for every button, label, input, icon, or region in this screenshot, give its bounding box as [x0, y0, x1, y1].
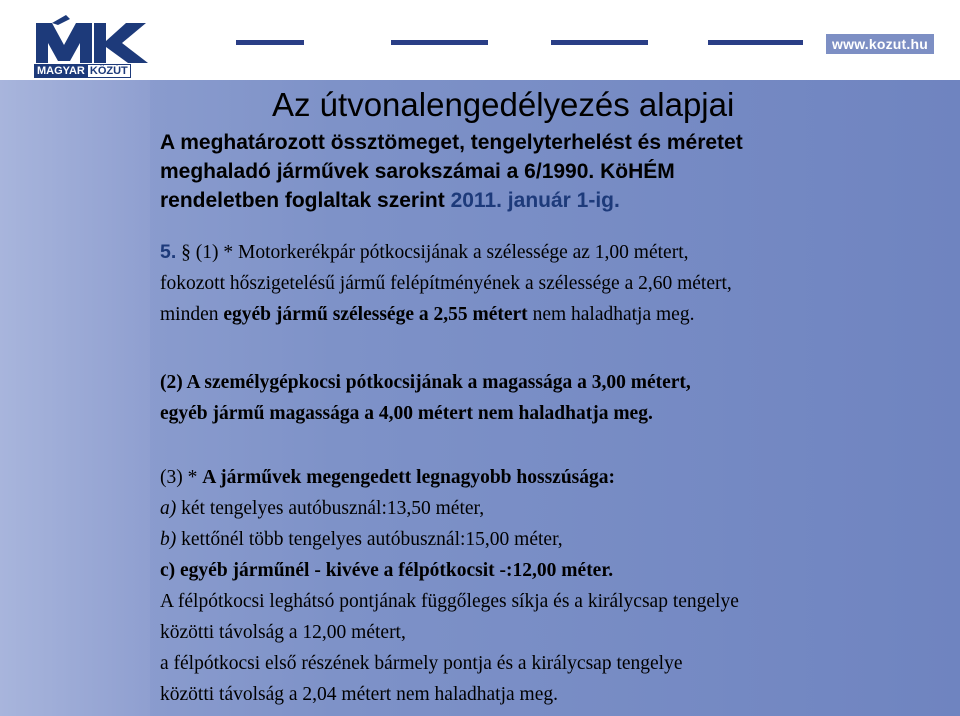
para3-line-3-label: b) — [160, 529, 177, 550]
para3-line-2 — [160, 493, 950, 524]
para3-line-1-bold: A járművek megengedett legnagyobb hosszúsága: — [202, 467, 615, 488]
subtitle-line-3-date: 2011. január 1-ig. — [450, 189, 620, 212]
para1-line-2: fokozott hőszigetelésű jármű felépítményének a szélessége a 2,60 métert, — [160, 273, 732, 294]
site-url: www.kozut.hu — [826, 34, 934, 54]
para1-line-3-post: nem haladhatja meg. — [527, 304, 695, 325]
subtitle-line-1: A meghatározott össztömeget, tengelyterhelést és méretet — [160, 131, 743, 154]
slide-left-strip — [0, 80, 150, 716]
para3-line-5: A félpótkocsi leghátsó pontjának függőleges síkja és a királycsap tengelye — [160, 591, 739, 612]
para1-line-3 — [160, 299, 950, 330]
para3-line-6: közötti távolság a 12,00 métert, — [160, 622, 406, 643]
header-bar-2 — [391, 40, 488, 45]
logo-text-magyar: MAGYAR — [34, 64, 87, 78]
slide-subtitle — [160, 128, 920, 215]
para1-line-1 — [160, 237, 950, 268]
para1-line-3-bold: egyéb jármű szélessége a 2,55 métert — [223, 304, 528, 325]
logo-text-kozut: KÖZÚT — [87, 64, 131, 78]
para3-line-3-text: kettőnél több tengelyes autóbusznál:15,00 méter, — [176, 529, 563, 550]
header-bar-1 — [236, 40, 304, 45]
para3-line-1 — [160, 462, 950, 493]
subtitle-line-3-main: rendeletben foglaltak szerint — [160, 189, 445, 212]
para1-line-1-text: § (1) * Motorkerékpár pótkocsijának a szélessége az 1,00 métert, — [176, 242, 689, 263]
para3-line-2-text: két tengelyes autóbusznál:13,50 méter, — [176, 498, 485, 519]
subtitle-line-3 — [160, 186, 920, 215]
header-bar-3 — [551, 40, 648, 45]
para3-line-4: c) egyéb járműnél - kivéve a félpótkocsit -:12,00 méter. — [160, 560, 614, 581]
paragraph-width-limits — [160, 237, 950, 330]
paragraph-length-limits — [160, 462, 950, 710]
subtitle-line-2: meghaladó járművek sarokszámai a 6/1990. KöHÉM — [160, 160, 675, 183]
para1-line-3-pre: minden — [160, 304, 224, 325]
page-title: Az útvonalengedélyezés alapjai — [272, 86, 735, 123]
magyar-kozut-logo — [34, 15, 152, 78]
para1-number: 5. — [160, 241, 177, 263]
paragraph-height-limits — [160, 367, 950, 429]
para3-line-2-label: a) — [160, 498, 177, 519]
para2-line-2: egyéb jármű magassága a 4,00 métert nem haladhatja meg. — [160, 403, 653, 424]
header-bar-4 — [708, 40, 803, 45]
para2-line-1: (2) A személygépkocsi pótkocsijának a magassága a 3,00 métert, — [160, 372, 691, 393]
mk-logo-mark-icon — [34, 15, 152, 65]
para3-line-1-pre: (3) * — [160, 467, 203, 488]
para3-line-8: közötti távolság a 2,04 métert nem haladhatja meg. — [160, 684, 558, 705]
para3-line-7: a félpótkocsi első részének bármely pontja és a királycsap tengelye — [160, 653, 683, 674]
logo-wordmark — [34, 64, 152, 78]
para3-line-3 — [160, 524, 950, 555]
